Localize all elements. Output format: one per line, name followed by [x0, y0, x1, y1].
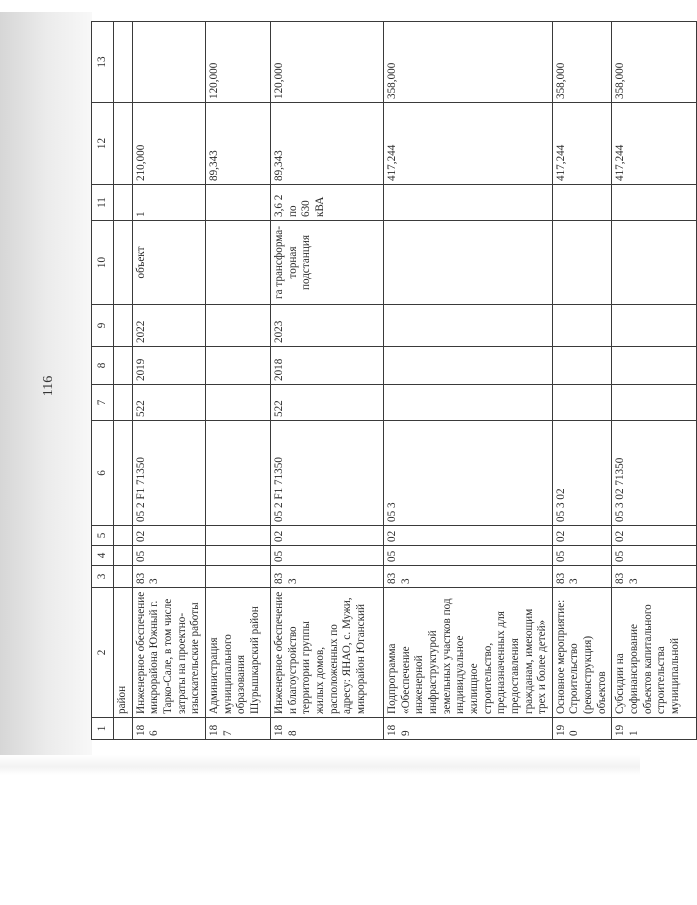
column-number-1: 1 [92, 718, 114, 740]
table-row [132, 22, 205, 740]
table-cell-col-4: 05 [132, 546, 205, 566]
table-cell-col-11 [612, 185, 697, 221]
table-cell-col-5: 02 [612, 526, 697, 546]
table-cell-col-3: 833 [270, 566, 383, 588]
table-cell-col-6: 05 3 02 71350 [612, 421, 697, 526]
table-cell-col-7 [114, 385, 133, 421]
table-cell-col-13 [132, 22, 205, 103]
table-cell-col-11 [114, 185, 133, 221]
column-number-13: 13 [92, 22, 114, 103]
table-cell-col-10 [612, 221, 697, 305]
table-cell-col-9 [552, 305, 612, 347]
table-cell-col-5: 02 [132, 526, 205, 546]
table-cell-col-10 [114, 221, 133, 305]
table-cell-col-11: 3,6 2 по 630 кВА [270, 185, 383, 221]
table-cell-col-8 [205, 347, 270, 385]
table-cell-col-11 [383, 185, 552, 221]
column-number-row [92, 22, 114, 740]
table-cell-col-4: 05 [383, 546, 552, 566]
table-cell-col-10 [383, 221, 552, 305]
table-cell-col-10: объект [132, 221, 205, 305]
table-cell-col-6 [205, 421, 270, 526]
table-cell-col-6: 05 2 F1 71350 [270, 421, 383, 526]
table-cell-col-12: 210,000 [132, 103, 205, 185]
table-cell-col-2: Инженерное обеспечение микрорайона Южный г. Тарко-Сале, в том числе затраты на проектно-изыскательские работы [132, 588, 205, 718]
table-cell-col-13: 358,000 [552, 22, 612, 103]
table-cell-col-5: 02 [552, 526, 612, 546]
table-cell-col-3 [114, 566, 133, 588]
table-cell-col-2: Администрация муниципального образования Шурышкарский район [205, 588, 270, 718]
column-number-7: 7 [92, 385, 114, 421]
table-cell-col-13: 358,000 [612, 22, 697, 103]
table-cell-col-12: 89,343 [270, 103, 383, 185]
table-cell-col-13: 120,000 [270, 22, 383, 103]
table-cell-col-7 [383, 385, 552, 421]
table-row [552, 22, 612, 740]
table-cell-col-7: 522 [270, 385, 383, 421]
table-cell-col-9 [383, 305, 552, 347]
table-cell-col-8 [383, 347, 552, 385]
column-number-3: 3 [92, 566, 114, 588]
column-number-11: 11 [92, 185, 114, 221]
table-cell-col-12: 89,343 [205, 103, 270, 185]
table-cell-col-1: 190 [552, 718, 612, 740]
table-cell-col-4 [114, 546, 133, 566]
table-cell-col-3 [205, 566, 270, 588]
table-cell-col-3: 833 [552, 566, 612, 588]
table-cell-col-6 [114, 421, 133, 526]
table-cell-col-12: 417,244 [612, 103, 697, 185]
table-cell-col-3: 833 [132, 566, 205, 588]
table-cell-col-8 [552, 347, 612, 385]
column-number-6: 6 [92, 421, 114, 526]
column-number-8: 8 [92, 347, 114, 385]
column-number-5: 5 [92, 526, 114, 546]
table-cell-col-3: 833 [612, 566, 697, 588]
table-cell-col-7 [552, 385, 612, 421]
column-number-9: 9 [92, 305, 114, 347]
table-row [383, 22, 552, 740]
table-cell-col-5: 02 [270, 526, 383, 546]
table-cell-col-9: 2022 [132, 305, 205, 347]
table-cell-col-7 [612, 385, 697, 421]
table-cell-col-1: 188 [270, 718, 383, 740]
rotated-page [91, 22, 682, 740]
table-cell-col-13: 120,000 [205, 22, 270, 103]
table-cell-col-7 [205, 385, 270, 421]
table-cell-col-13: 358,000 [383, 22, 552, 103]
table-cell-col-3: 833 [383, 566, 552, 588]
table-cell-col-11: 1 [132, 185, 205, 221]
table-cell-col-9: 2023 [270, 305, 383, 347]
table-cell-col-5 [114, 526, 133, 546]
column-number-2: 2 [92, 588, 114, 718]
table-cell-col-1: 187 [205, 718, 270, 740]
column-number-12: 12 [92, 103, 114, 185]
page-number: 116 [41, 375, 56, 397]
table-cell-col-2: Субсидии на софинансирование объектов капитального строительства муниципальной [612, 588, 697, 718]
table-cell-col-8: 2019 [132, 347, 205, 385]
table-cell-col-13 [114, 22, 133, 103]
column-number-10: 10 [92, 221, 114, 305]
column-number-4: 4 [92, 546, 114, 566]
table-cell-col-12: 417,244 [383, 103, 552, 185]
table-cell-col-1: 191 [612, 718, 697, 740]
table-cell-col-7: 522 [132, 385, 205, 421]
table-cell-col-9 [114, 305, 133, 347]
table-row [270, 22, 383, 740]
budget-table [91, 21, 697, 740]
table-cell-col-6: 05 3 [383, 421, 552, 526]
table-cell-col-5 [205, 526, 270, 546]
table-cell-col-6: 05 3 02 [552, 421, 612, 526]
table-cell-col-4: 05 [612, 546, 697, 566]
table-cell-col-8 [612, 347, 697, 385]
table-cell-col-1: 189 [383, 718, 552, 740]
table-row [114, 22, 133, 740]
table-cell-col-1 [114, 718, 133, 740]
table-row [205, 22, 270, 740]
table-cell-col-2: Подпрограмма «Обеспечение инженерной инфраструктурой земельных участков под индивидуальное жилищное строительство, предназначенных для предоставления гражданам, имеющим трех и более детей» [383, 588, 552, 718]
table-cell-col-12: 417,244 [552, 103, 612, 185]
table-cell-col-11 [552, 185, 612, 221]
table-cell-col-9 [205, 305, 270, 347]
table-cell-col-2: район [114, 588, 133, 718]
table-cell-col-10 [552, 221, 612, 305]
table-cell-col-10 [205, 221, 270, 305]
table-cell-col-4: 05 [270, 546, 383, 566]
table-cell-col-1: 186 [132, 718, 205, 740]
table-cell-col-6: 05 2 F1 71350 [132, 421, 205, 526]
table-cell-col-2: Основное мероприятие: Строительство (реконструкция) объектов [552, 588, 612, 718]
table-cell-col-8: 2018 [270, 347, 383, 385]
table-row [612, 22, 697, 740]
table-cell-col-8 [114, 347, 133, 385]
table-cell-col-12 [114, 103, 133, 185]
table-cell-col-10: га трансформа-торная подстанция [270, 221, 383, 305]
table-cell-col-5: 02 [383, 526, 552, 546]
table-cell-col-4 [205, 546, 270, 566]
table-cell-col-4: 05 [552, 546, 612, 566]
table-cell-col-2: Инженерное обеспечение и благоустройство территории группы жилых домов, расположенных по адресу: ЯНАО, с. Мужи, микрорайон Юганский [270, 588, 383, 718]
table-cell-col-11 [205, 185, 270, 221]
table-cell-col-9 [612, 305, 697, 347]
scan-bottom-edge [0, 755, 640, 775]
